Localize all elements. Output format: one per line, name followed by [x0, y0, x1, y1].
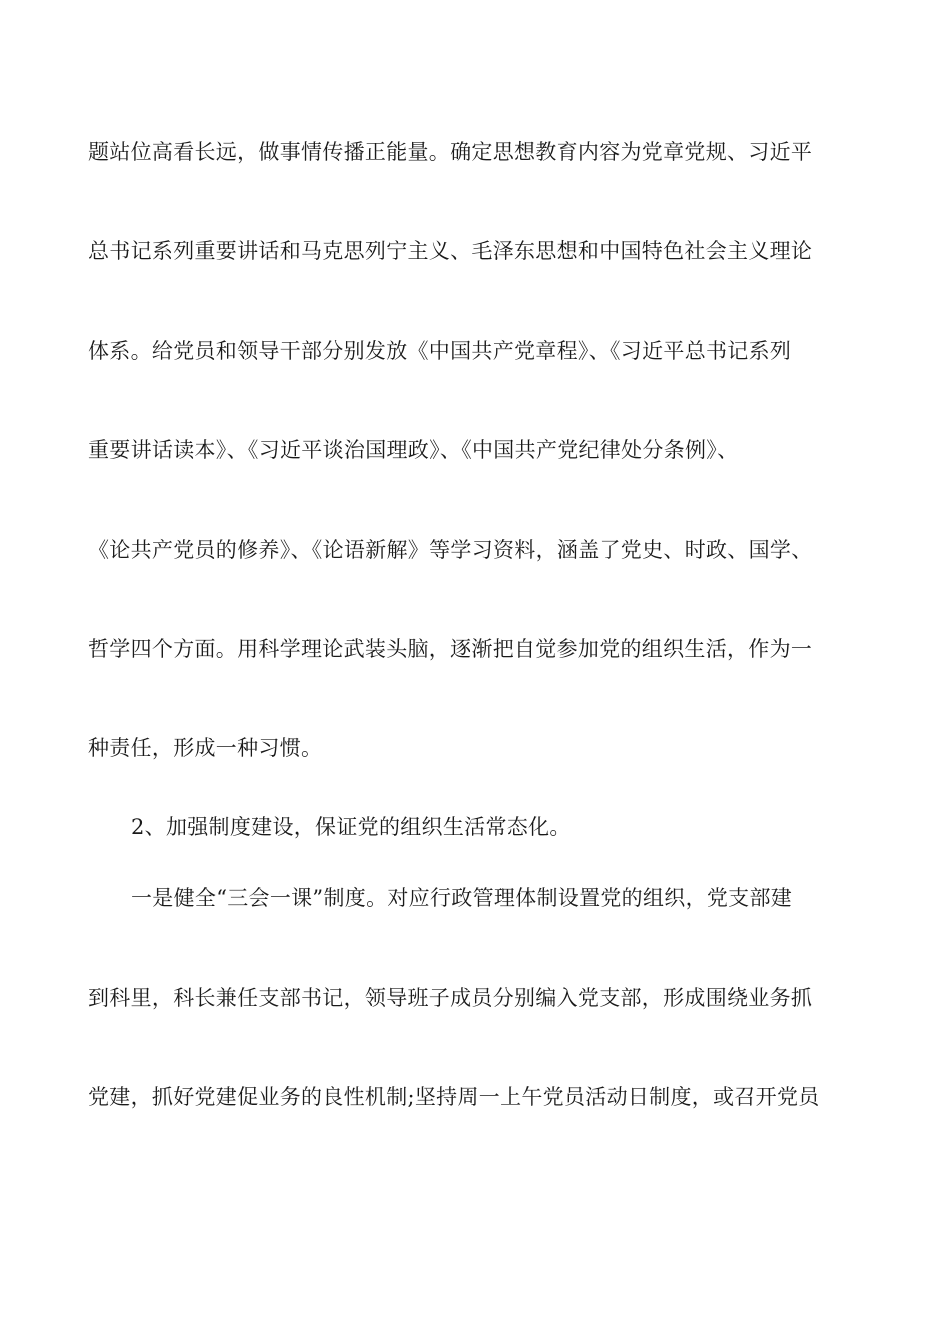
paragraph-line: 体系。给党员和领导干部分别发放《中国共产党章程》、《习近平总书记系列 — [88, 339, 792, 363]
paragraph-line: 种责任，形成一种习惯。 — [88, 736, 323, 760]
paragraph-line: 题站位高看长远，做事情传播正能量。确定思想教育内容为党章党规、习近平 — [88, 140, 813, 164]
paragraph-line: 党建，抓好党建促业务的良性机制;坚持周一上午党员活动日制度，或召开党员 — [88, 1085, 820, 1109]
paragraph-line: 一是健全“三会一课”制度。对应行政管理体制设置党的组织，党支部建 — [131, 886, 793, 910]
paragraph-line: 重要讲话读本》、《习近平谈治国理政》、《中国共产党纪律处分条例》、 — [88, 438, 739, 462]
paragraph-line: 到科里，科长兼任支部书记，领导班子成员分别编入党支部，形成围绕业务抓 — [88, 986, 813, 1010]
paragraph-line: 哲学四个方面。用科学理论武装头脑，逐渐把自觉参加党的组织生活，作为一 — [88, 637, 813, 661]
section-heading: 2、加强制度建设，保证党的组织生活常态化。 — [131, 815, 571, 839]
paragraph-line: 《论共产党员的修养》、《论语新解》等学习资料，涵盖了党史、时政、国学、 — [88, 538, 813, 562]
paragraph-line: 总书记系列重要讲话和马克思列宁主义、毛泽东思想和中国特色社会主义理论 — [88, 239, 813, 263]
